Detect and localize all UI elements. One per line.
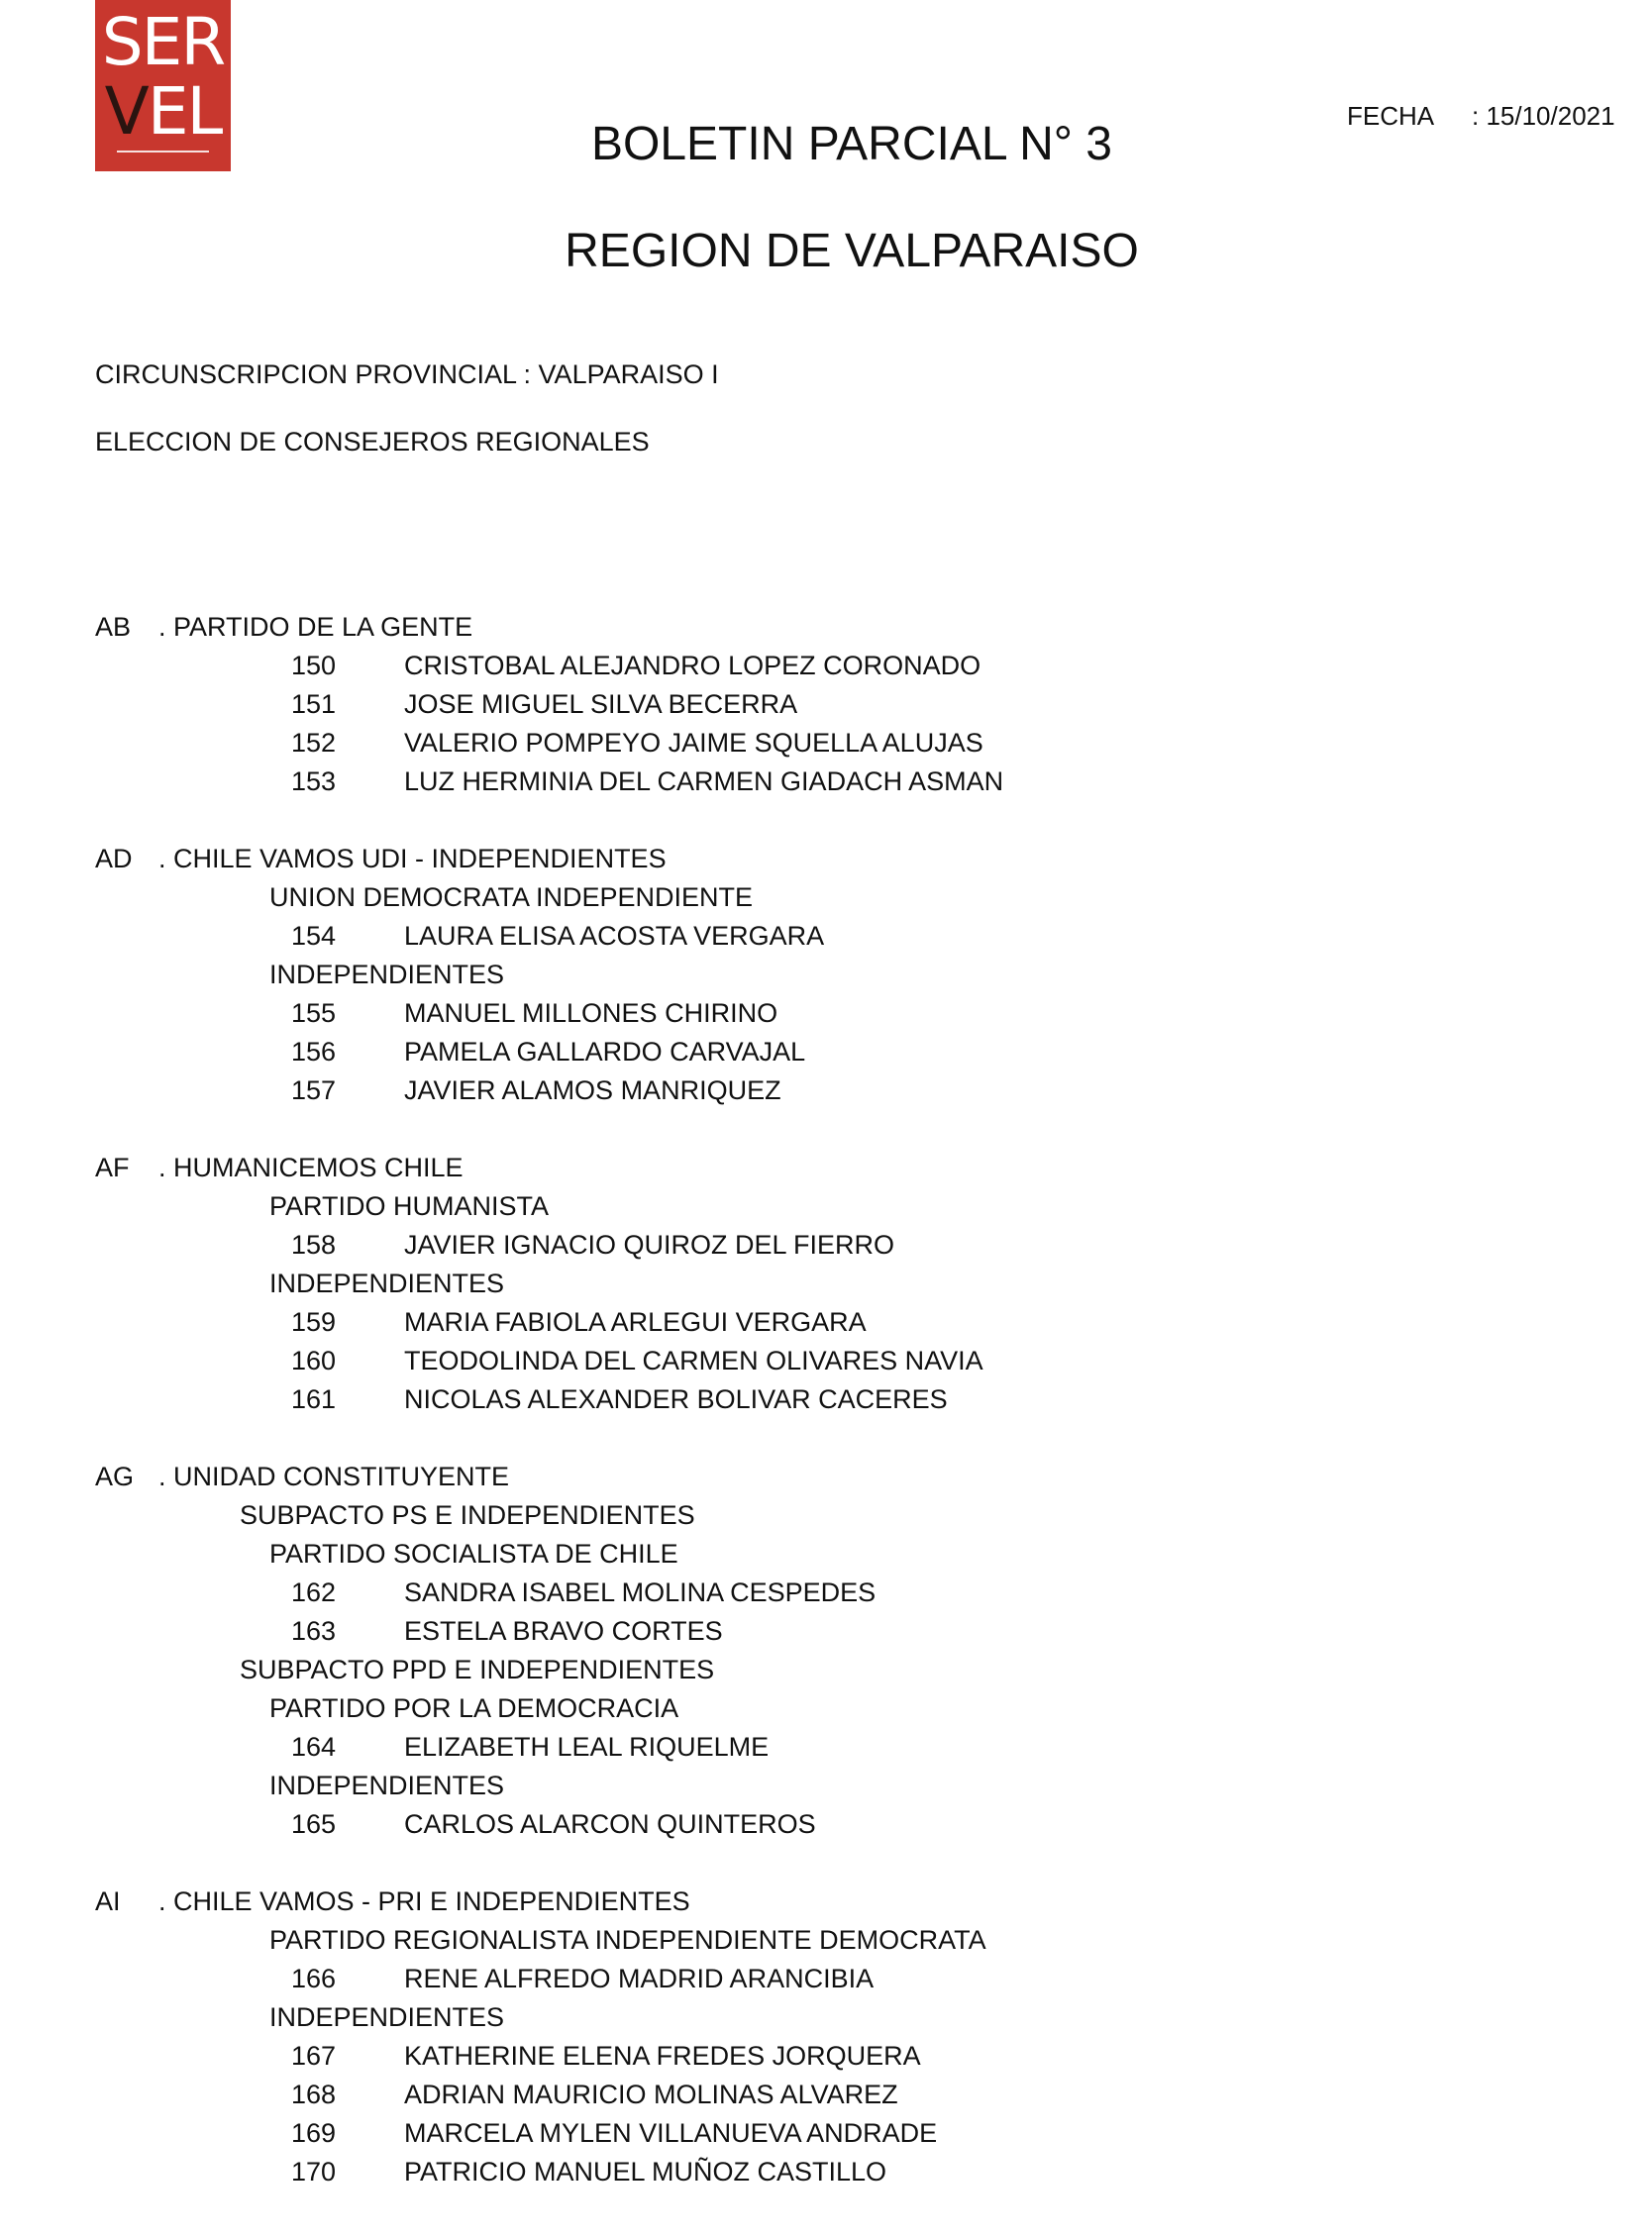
candidate-row (0, 2076, 1652, 2114)
party-row (0, 1767, 1652, 1805)
candidate-list (0, 608, 1652, 2191)
pact-row (0, 608, 1652, 647)
pact-code: AD (95, 844, 133, 873)
candidate-name: KATHERINE ELENA FREDES JORQUERA (404, 2041, 921, 2071)
candidate-row (0, 1342, 1652, 1380)
candidate-name: MANUEL MILLONES CHIRINO (404, 998, 778, 1028)
candidate-row (0, 1960, 1652, 1998)
pact-row (0, 1419, 1652, 1496)
pact-row (0, 1110, 1652, 1187)
party-name: PARTIDO HUMANISTA (269, 1191, 550, 1221)
pact-name: . CHILE VAMOS - PRI E INDEPENDIENTES (158, 1886, 690, 1916)
candidate-number: 163 (291, 1616, 337, 1646)
candidate-row (0, 685, 1652, 724)
bulletin-title: BOLETIN PARCIAL N° 3 (590, 118, 1112, 170)
party-row (0, 1998, 1652, 2037)
pact-name: . PARTIDO DE LA GENTE (158, 612, 473, 642)
pact-name: . CHILE VAMOS UDI - INDEPENDIENTES (158, 844, 667, 873)
candidate-number: 155 (291, 998, 337, 1028)
logo-text-v: V (104, 73, 148, 150)
candidate-name: ELIZABETH LEAL RIQUELME (404, 1732, 770, 1762)
candidate-name: MARCELA MYLEN VILLANUEVA ANDRADE (404, 2118, 938, 2148)
candidate-number: 159 (291, 1307, 337, 1337)
candidate-name: JAVIER ALAMOS MANRIQUEZ (404, 1075, 781, 1105)
candidate-name: MARIA FABIOLA ARLEGUI VERGARA (404, 1307, 867, 1337)
candidate-row (0, 917, 1652, 956)
candidate-number: 158 (291, 1230, 337, 1260)
candidate-number: 162 (291, 1577, 337, 1607)
candidate-number: 161 (291, 1384, 337, 1414)
candidate-row (0, 2037, 1652, 2076)
candidate-name: JOSE MIGUEL SILVA BECERRA (404, 689, 798, 719)
candidate-number: 156 (291, 1037, 337, 1067)
pact-code: AB (95, 612, 132, 642)
candidate-row (0, 1612, 1652, 1651)
candidate-number: 157 (291, 1075, 337, 1105)
party-row (0, 1535, 1652, 1574)
candidate-name: RENE ALFREDO MADRID ARANCIBIA (404, 1964, 875, 1993)
party-row (0, 1265, 1652, 1303)
candidate-number: 169 (291, 2118, 337, 2148)
candidate-row (0, 724, 1652, 763)
logo-text-line-1: SER (101, 4, 225, 80)
subpact-row (0, 1496, 1652, 1535)
subpact-row (0, 1651, 1652, 1689)
pact-name: . UNIDAD CONSTITUYENTE (158, 1462, 510, 1491)
fecha-value: : 15/10/2021 (1472, 101, 1615, 131)
candidate-row (0, 1071, 1652, 1110)
candidate-row (0, 2153, 1652, 2191)
candidate-name: LUZ HERMINIA DEL CARMEN GIADACH ASMAN (404, 766, 1004, 796)
candidate-row (0, 1303, 1652, 1342)
candidate-row (0, 994, 1652, 1033)
candidate-row (0, 1033, 1652, 1071)
candidate-name: TEODOLINDA DEL CARMEN OLIVARES NAVIA (404, 1346, 983, 1375)
candidate-name: JAVIER IGNACIO QUIROZ DEL FIERRO (404, 1230, 895, 1260)
candidate-number: 151 (291, 689, 337, 719)
party-name: INDEPENDIENTES (269, 960, 505, 989)
candidate-number: 168 (291, 2080, 337, 2109)
candidate-row (0, 2114, 1652, 2153)
subpact-name: SUBPACTO PPD E INDEPENDIENTES (240, 1655, 715, 1684)
pact-code: AI (95, 1886, 121, 1916)
candidate-name: ADRIAN MAURICIO MOLINAS ALVAREZ (404, 2080, 898, 2109)
party-row (0, 878, 1652, 917)
pact-code: AG (95, 1462, 135, 1491)
pact-row (0, 801, 1652, 878)
candidate-row (0, 1728, 1652, 1767)
candidate-name: LAURA ELISA ACOSTA VERGARA (404, 921, 825, 951)
circunscripcion-line: CIRCUNSCRIPCION PROVINCIAL : VALPARAISO I (95, 359, 719, 389)
region-title: REGION DE VALPARAISO (565, 225, 1139, 277)
candidate-row (0, 763, 1652, 801)
candidate-number: 160 (291, 1346, 337, 1375)
party-name: INDEPENDIENTES (269, 1269, 505, 1298)
candidate-row (0, 1574, 1652, 1612)
candidate-row (0, 1805, 1652, 1844)
candidate-row (0, 647, 1652, 685)
candidate-number: 170 (291, 2157, 337, 2187)
candidate-row (0, 1380, 1652, 1419)
party-name: UNION DEMOCRATA INDEPENDIENTE (269, 882, 754, 912)
party-row (0, 1921, 1652, 1960)
candidate-row (0, 1226, 1652, 1265)
candidate-number: 150 (291, 651, 337, 680)
logo-text-el: EL (147, 73, 222, 150)
party-name: PARTIDO REGIONALISTA INDEPENDIENTE DEMOCRATA (269, 1925, 986, 1955)
candidate-name: PAMELA GALLARDO CARVAJAL (404, 1037, 806, 1067)
pact-name: . HUMANICEMOS CHILE (158, 1153, 464, 1182)
party-row (0, 1187, 1652, 1226)
candidate-number: 167 (291, 2041, 337, 2071)
party-name: PARTIDO POR LA DEMOCRACIA (269, 1693, 679, 1723)
candidate-name: ESTELA BRAVO CORTES (404, 1616, 723, 1646)
candidate-name: PATRICIO MANUEL MUÑOZ CASTILLO (404, 2157, 887, 2187)
candidate-number: 165 (291, 1809, 337, 1839)
pact-row (0, 1844, 1652, 1921)
party-name: PARTIDO SOCIALISTA DE CHILE (269, 1539, 678, 1569)
party-name: INDEPENDIENTES (269, 1771, 505, 1800)
candidate-name: NICOLAS ALEXANDER BOLIVAR CACERES (404, 1384, 948, 1414)
candidate-name: VALERIO POMPEYO JAIME SQUELLA ALUJAS (404, 728, 983, 758)
fecha-label: FECHA (1347, 101, 1435, 131)
party-name: INDEPENDIENTES (269, 2002, 505, 2032)
eleccion-line: ELECCION DE CONSEJEROS REGIONALES (95, 427, 650, 457)
candidate-number: 164 (291, 1732, 337, 1762)
candidate-number: 154 (291, 921, 337, 951)
candidate-name: SANDRA ISABEL MOLINA CESPEDES (404, 1577, 877, 1607)
candidate-number: 153 (291, 766, 337, 796)
candidate-number: 152 (291, 728, 337, 758)
party-row (0, 1689, 1652, 1728)
candidate-name: CARLOS ALARCON QUINTEROS (404, 1809, 816, 1839)
subpact-name: SUBPACTO PS E INDEPENDIENTES (240, 1500, 695, 1530)
pact-code: AF (95, 1153, 130, 1182)
party-row (0, 956, 1652, 994)
candidate-number: 166 (291, 1964, 337, 1993)
candidate-name: CRISTOBAL ALEJANDRO LOPEZ CORONADO (404, 651, 981, 680)
